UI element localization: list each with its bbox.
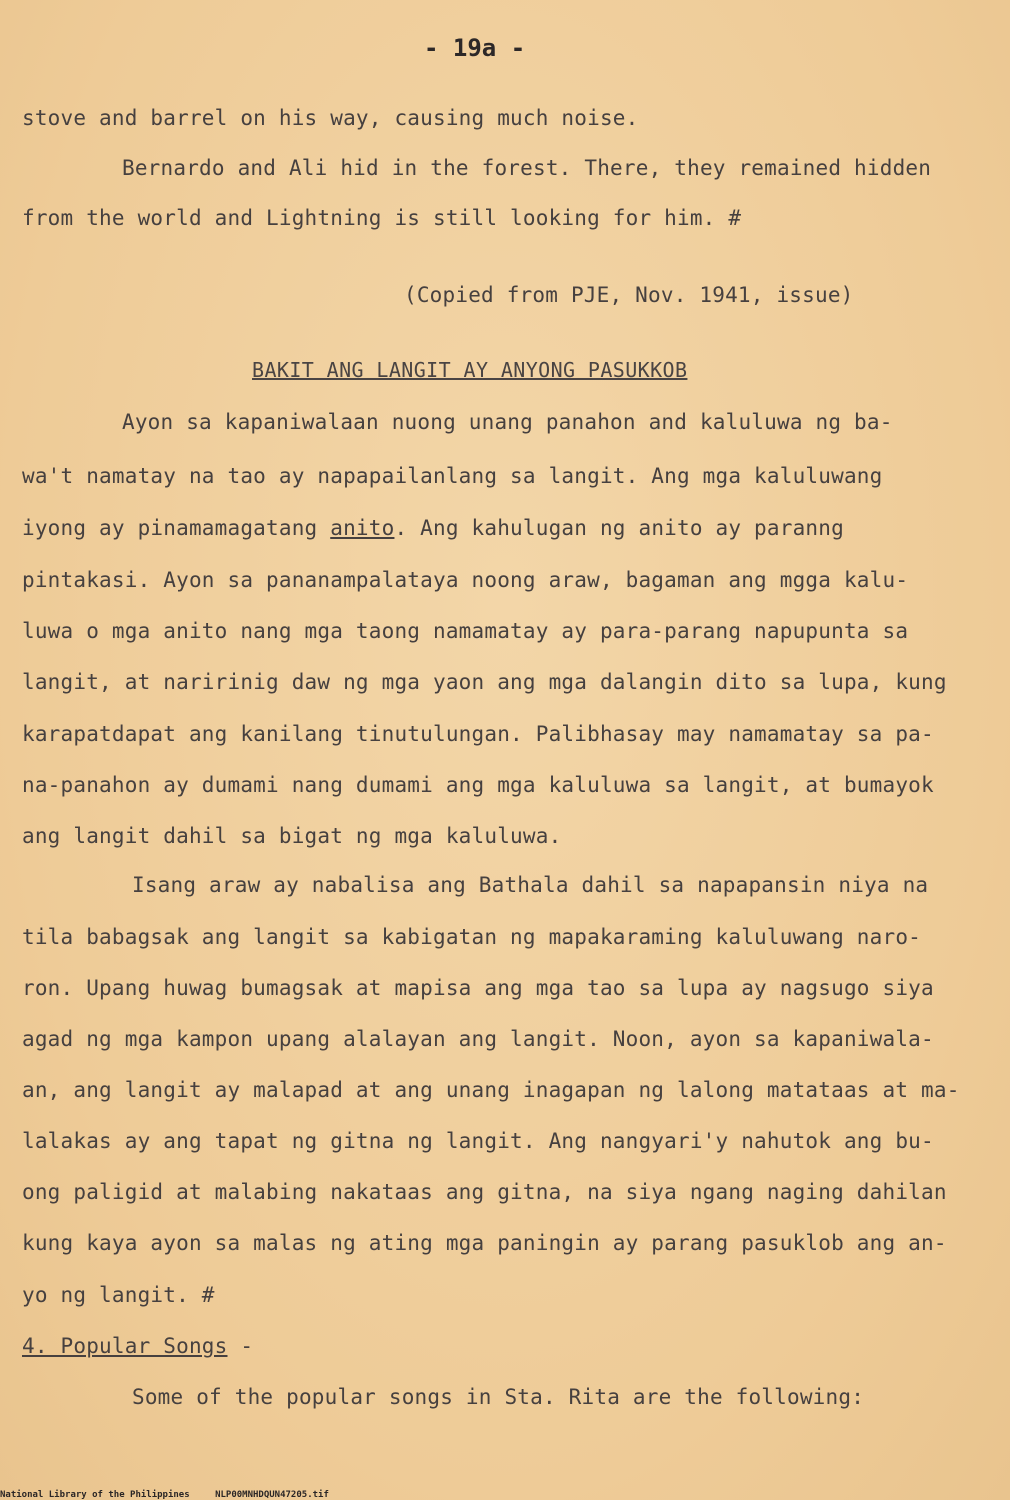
story-line-1: stove and barrel on his way, causing much noise. xyxy=(22,106,639,130)
legend-title: BAKIT ANG LANGIT AY ANYONG PASUKKOB xyxy=(252,358,688,382)
paragraph-line: agad ng mga kampon upang alalayan ang langit. Noon, ayon sa kapaniwala- xyxy=(22,1027,934,1051)
paragraph-line: na-panahon ay dumami nang dumami ang mga kaluluwa sa langit, at bumayok xyxy=(22,773,934,797)
paragraph-line: luwa o mga anito nang mga taong namamatay ay para-parang napupunta sa xyxy=(22,619,909,643)
footer-library: National Library of the Philippines xyxy=(0,1490,190,1500)
paragraph-line: ang langit dahil sa bigat ng mga kaluluwa. xyxy=(22,824,562,848)
paragraph-line: wa't namatay na tao ay napapailanlang sa langit. Ang mga kaluluwang xyxy=(22,464,883,488)
story-line-3: from the world and Lightning is still looking for him. # xyxy=(22,206,742,230)
paragraph-line: Ayon sa kapaniwalaan nuong unang panahon and kaluluwa ng ba- xyxy=(122,410,893,434)
paragraph-line: lalakas ay ang tapat ng gitna ng langit. Ang nangyari'y nahutok ang bu- xyxy=(22,1129,934,1153)
paragraph-line: Isang araw ay nabalisa ang Bathala dahil sa napapansin niya na xyxy=(132,873,929,897)
paragraph-text: . Ang kahulugan ng anito ay paranng xyxy=(394,516,844,540)
section-heading-text: 4. Popular Songs xyxy=(22,1334,228,1358)
footer-filename: NLP00MNHDQUN47205.tif xyxy=(215,1490,329,1500)
story-line-2: Bernardo and Ali hid in the forest. There, they remained hidden xyxy=(122,156,932,180)
paragraph-line: ron. Upang huwag bumagsak at mapisa ang mga tao sa lupa ay nagsugo siya xyxy=(22,976,934,1000)
underlined-term: anito xyxy=(330,516,395,540)
source-citation: (Copied from PJE, Nov. 1941, issue) xyxy=(404,283,854,307)
paragraph-line: tila babagsak ang langit sa kabigatan ng mapakaraming kaluluwang naro- xyxy=(22,925,922,949)
section-heading-dash: - xyxy=(227,1334,254,1358)
section-intro: Some of the popular songs in Sta. Rita are the following: xyxy=(132,1385,865,1409)
scan-footer xyxy=(0,1490,349,1500)
paragraph-line: ong paligid at malabing nakataas ang gitna, na siya ngang naging dahilan xyxy=(22,1180,947,1204)
paragraph-line: kung kaya ayon sa malas ng ating mga paningin ay parang pasuklob ang an- xyxy=(22,1231,947,1255)
paragraph-line: an, ang langit ay malapad at ang unang inagapan ng lalong matataas at ma- xyxy=(22,1078,960,1102)
paragraph-text: iyong ay pinamamagatang xyxy=(22,516,331,540)
paragraph-line: langit, at naririnig daw ng mga yaon ang mga dalangin dito sa lupa, kung xyxy=(22,670,947,694)
paragraph-line xyxy=(22,516,844,540)
paragraph-line: karapatdapat ang kanilang tinutulungan. Palibhasay may namamatay sa pa- xyxy=(22,722,934,746)
section-heading xyxy=(22,1334,253,1358)
paragraph-line: yo ng langit. # xyxy=(22,1283,215,1307)
paragraph-line: pintakasi. Ayon sa pananampalataya noong araw, bagaman ang mgga kalu- xyxy=(22,568,909,592)
page-number: - 19a - xyxy=(424,34,526,62)
